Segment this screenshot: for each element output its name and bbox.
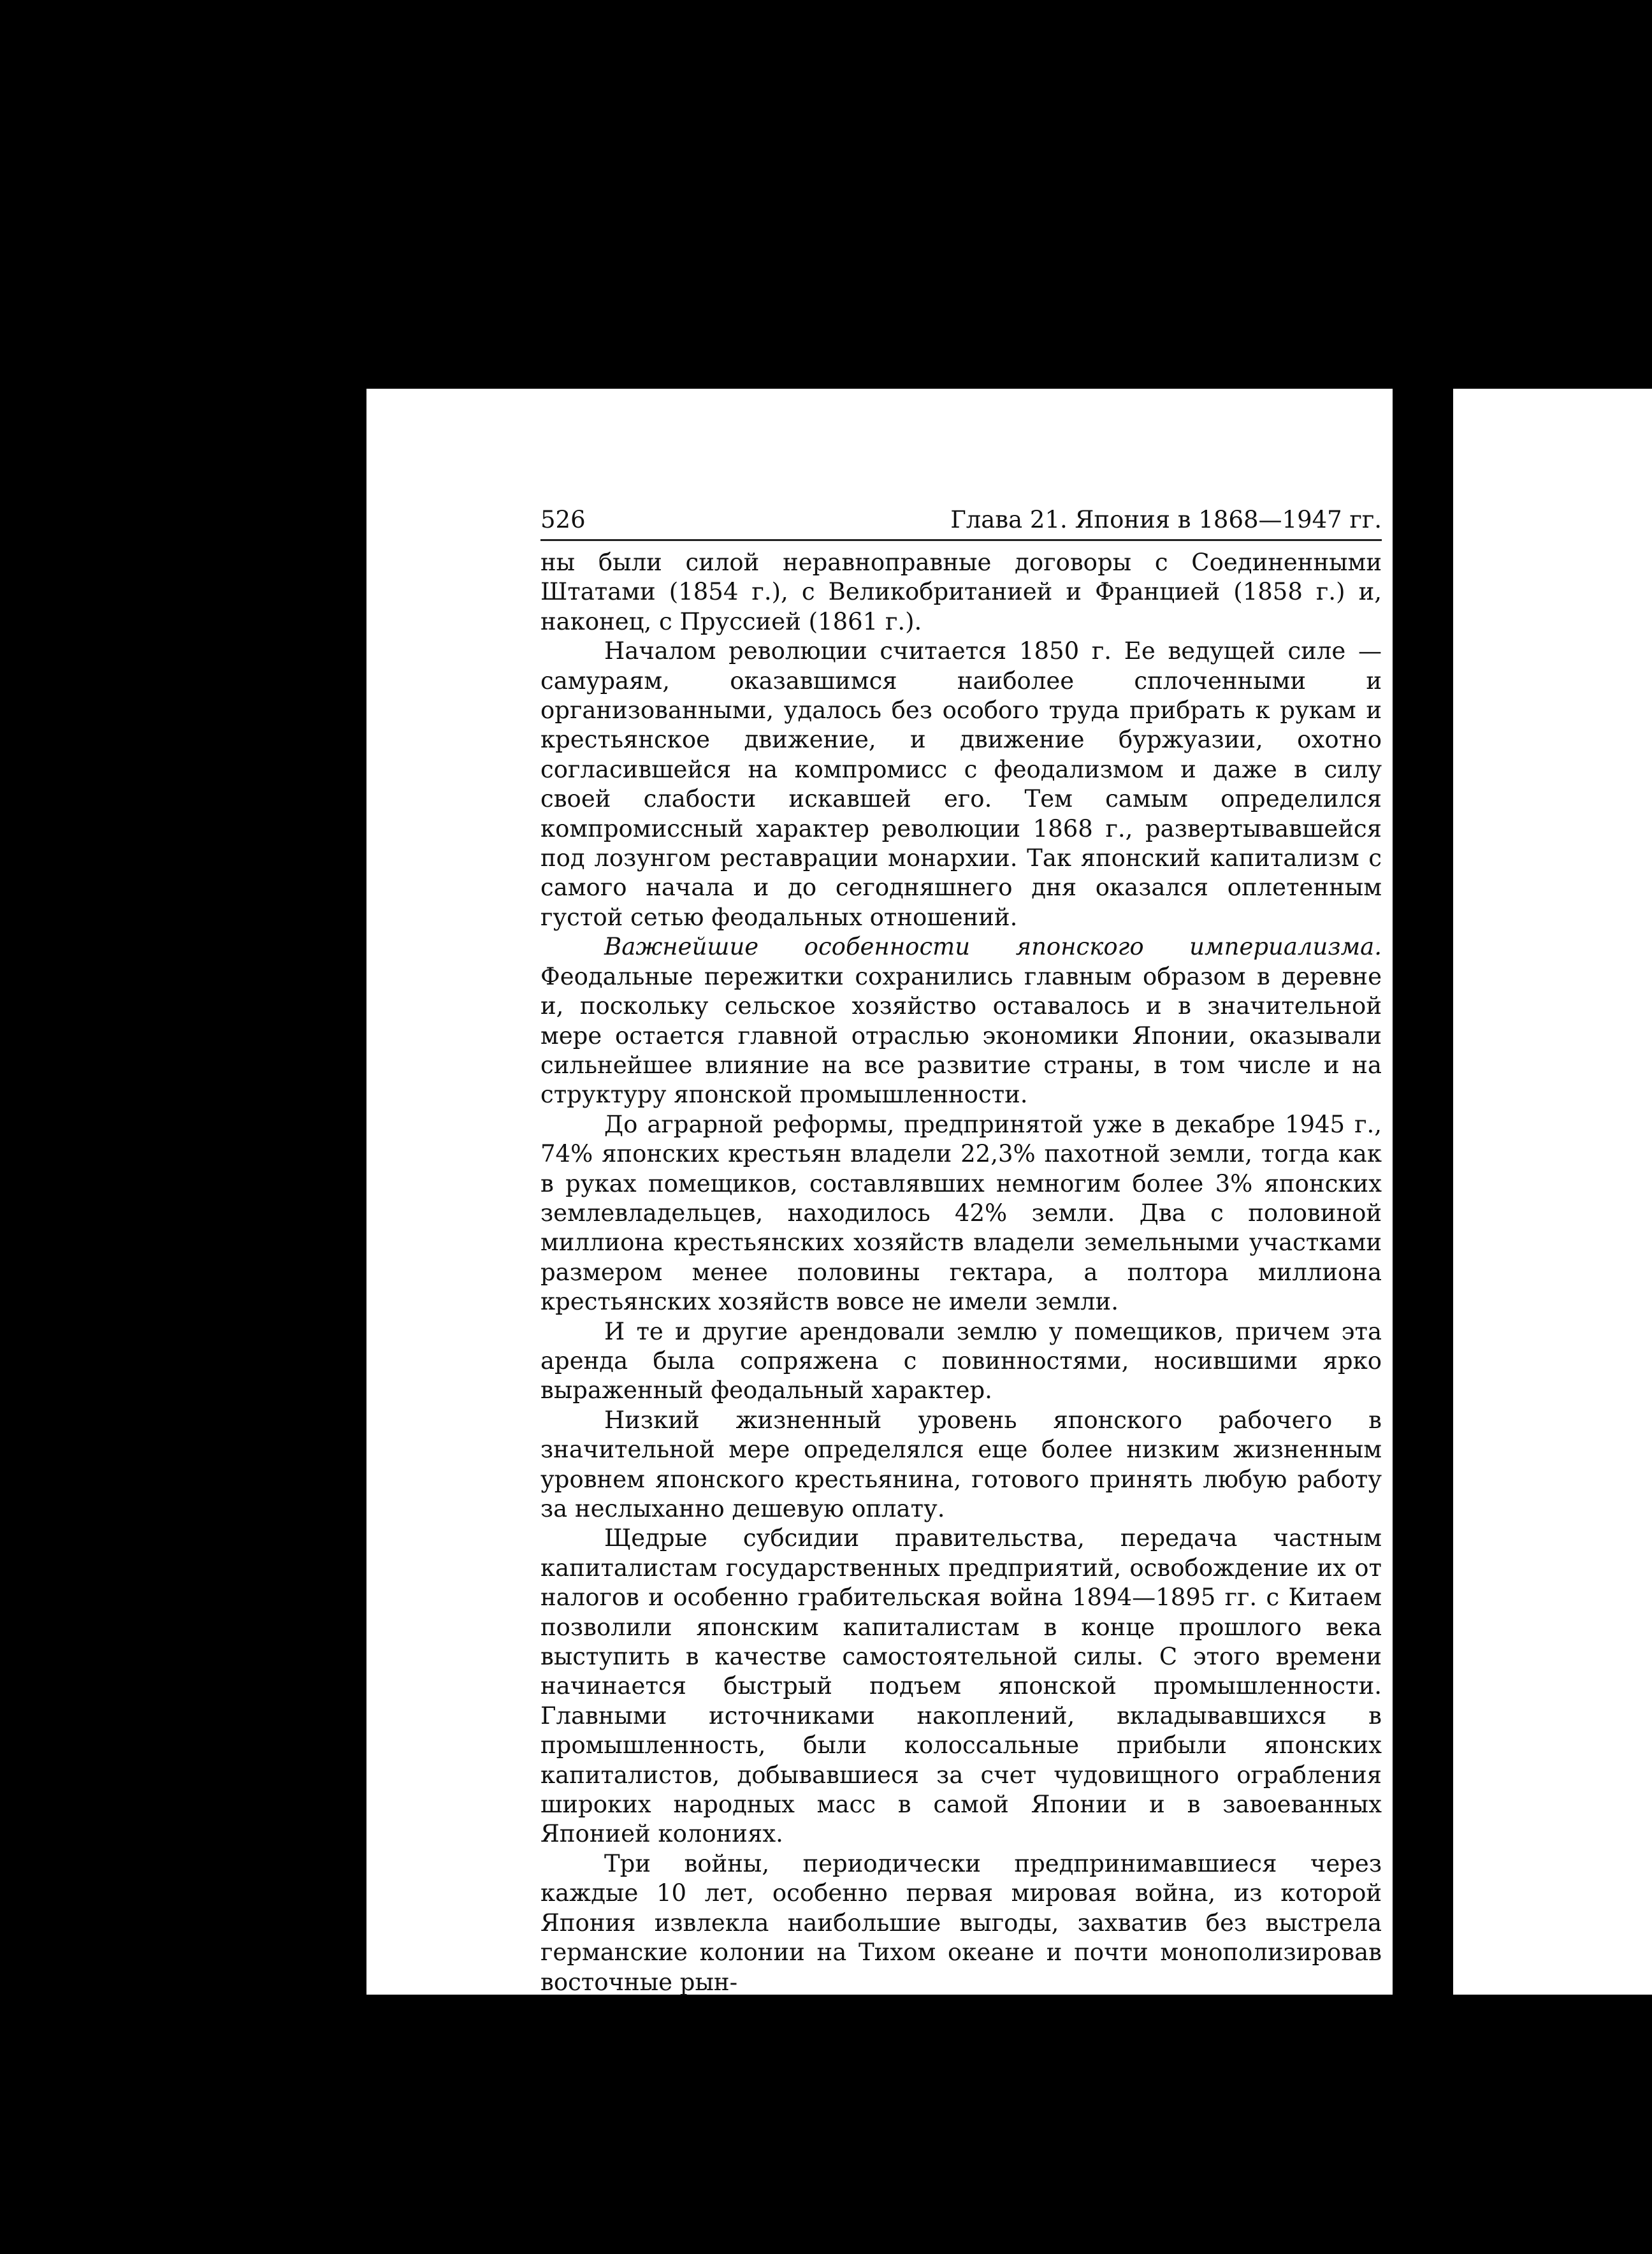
page-header <box>540 505 1382 535</box>
body-text <box>540 548 1382 1997</box>
paragraph-2: Началом революции считается 1850 г. Ее ведущей силе — самураям, оказавшимся наиболее сплоченными и организованными, удалось без особого труда прибрать к рукам и крестьянское движение, и движение буржуазии, охотно согласившейся на компромисс с феодализмом и даже в силу своей слабости искавшей его. Тем самым определился компромиссный характер революции 1868 г., развертывавшейся под лозунгом реставрации монархии. Так японский капитализм с самого начала и до сегодняшнего дня оказался оплетенным густой сетью феодальных отношений. <box>540 637 1382 931</box>
paragraph-7: Щедрые субсидии правительства, передача частным капиталистам государственных предприятий, освобождение их от налогов и особенно грабительская война 1894—1895 гг. с Китаем позволили японским капиталистам в конце прошлого века выступить в качестве самостоятельной силы. С этого времени начинается быстрый подъем японской промышленности. Главными источниками накоплений, вкладывавшихся в промышленность, были колоссальные прибыли японских капиталистов, добывавшиеся за счет чудовищного ограбления широких народных масс в самой Японии и в завоеванных Японией колониях. <box>540 1524 1382 1848</box>
scan-background-strip <box>1453 389 1652 1995</box>
header-rule <box>540 539 1382 541</box>
paragraph-5: И те и другие арендовали землю у помещиков, причем эта аренда была сопряжена с повинностями, носившими ярко выраженный феодальный характер. <box>540 1317 1382 1405</box>
paragraph-3: Важнейшие особенности японского империализма. Феодальные пережитки сохранились главным образом в деревне и, поскольку сельское хозяйство оставалось и в значительной мере остается главной отраслью экономики Японии, оказывали сильнейшее влияние на все развитие страны, в том числе и на структуру японской промышленности. <box>540 933 1382 1109</box>
page-number: 526 <box>540 506 586 533</box>
paragraph-8: Три войны, периодически предпринимавшиеся через каждые 10 лет, особенно первая мировая война, из которой Япония извлекла наибольшие выгоды, захватив без выстрела германские колонии на Тихом океане и почти монополизировав восточные рын- <box>540 1849 1382 1996</box>
section-heading: Важнейшие особенности японского империализма. <box>604 933 1382 961</box>
paragraph-1: ны были силой неравноправные договоры с Соединенными Штатами (1854 г.), с Великобританией и Францией (1858 г.) и, наконец, с Пруссией (1861 г.). <box>540 549 1382 635</box>
book-page <box>366 389 1393 1995</box>
paragraph-4: До аграрной реформы, предпринятой уже в декабре 1945 г., 74% японских крестьян владели 22,3% пахотной земли, тогда как в руках помещиков, составлявших немногим более 3% японских землевладельцев, находилось 42% земли. Два с половиной миллиона крестьянских хозяйств владели земельными участками размером менее половины гектара, а полтора миллиона крестьянских хозяйств вовсе не имели земли. <box>540 1110 1382 1316</box>
running-title: Глава 21. Япония в 1868—1947 гг. <box>950 506 1382 533</box>
paragraph-6: Низкий жизненный уровень японского рабочего в значительной мере определялся еще более низким жизненным уровнем японского крестьянина, готового принять любую работу за неслыханно дешевую оплату. <box>540 1406 1382 1522</box>
